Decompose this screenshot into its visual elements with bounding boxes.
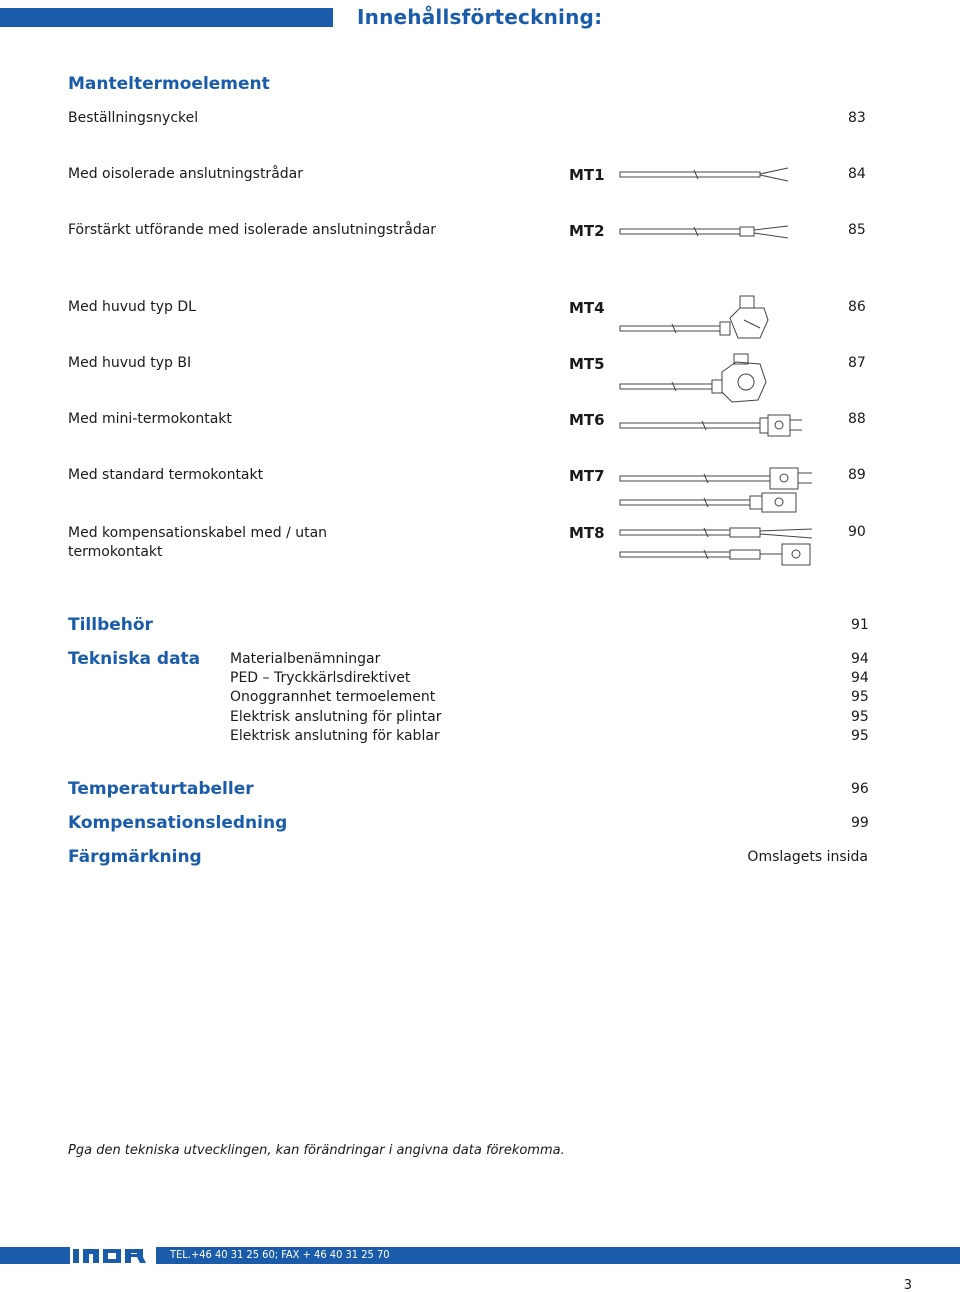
toc-page-ped: 94 <box>851 670 869 686</box>
mt1-drawing-icon <box>620 168 788 181</box>
section-title-tekniska-data: Tekniska data <box>68 649 201 669</box>
mt8-drawing-icon <box>620 528 812 565</box>
toc-page-kompensationsledning: 99 <box>851 815 869 831</box>
mt6-drawing-icon <box>620 415 802 436</box>
toc-page-temperaturtabeller: 96 <box>851 781 869 797</box>
header-accent-bar <box>0 8 333 27</box>
disclaimer-note: Pga den tekniska utvecklingen, kan förändringar i angivna data förekomma. <box>68 1143 565 1158</box>
section-title-manteltermoelement: Manteltermoelement <box>68 74 270 94</box>
thermocouple-illustrations <box>612 160 842 580</box>
mt5-drawing-icon <box>620 354 766 402</box>
toc-page-mt8: 90 <box>848 524 866 540</box>
mt7-drawing-icon <box>620 468 812 512</box>
section-title-tillbehor[interactable]: Tillbehör <box>68 615 153 635</box>
toc-label-materialbenamningar[interactable]: Materialbenämningar <box>230 651 381 667</box>
toc-page-mt6: 88 <box>848 411 866 427</box>
toc-page-bestallningsnyckel: 83 <box>848 110 866 126</box>
toc-code-mt8: MT8 <box>569 524 605 542</box>
toc-page-mt5: 87 <box>848 355 866 371</box>
toc-page-plintar: 95 <box>851 709 869 725</box>
toc-label-mt2[interactable]: Förstärkt utförande med isolerade anslutningstrådar <box>68 222 437 238</box>
section-title-temperaturtabeller[interactable]: Temperaturtabeller <box>68 779 254 799</box>
section-title-kompensationsledning[interactable]: Kompensationsledning <box>68 813 288 833</box>
section-title-fargmarkning[interactable]: Färgmärkning <box>68 847 202 867</box>
toc-code-mt1: MT1 <box>569 166 605 184</box>
toc-label-kablar[interactable]: Elektrisk anslutning för kablar <box>230 728 440 744</box>
toc-label-mt5[interactable]: Med huvud typ BI <box>68 355 192 371</box>
toc-code-mt4: MT4 <box>569 299 605 317</box>
toc-label-ped[interactable]: PED – Tryckkärlsdirektivet <box>230 670 411 686</box>
toc-page-kablar: 95 <box>851 728 869 744</box>
toc-code-mt6: MT6 <box>569 411 605 429</box>
toc-label-mt6[interactable]: Med mini-termokontakt <box>68 411 232 427</box>
page-number: 3 <box>903 1278 912 1293</box>
toc-label-mt1[interactable]: Med oisolerade anslutningstrådar <box>68 166 303 182</box>
inor-logo <box>70 1246 156 1266</box>
page-title: Innehållsförteckning: <box>357 5 603 29</box>
footer-contact: TEL.+46 40 31 25 60; FAX + 46 40 31 25 70 <box>170 1248 390 1261</box>
toc-page-mt4: 86 <box>848 299 866 315</box>
toc-label-plintar[interactable]: Elektrisk anslutning för plintar <box>230 709 442 725</box>
toc-page-mt2: 85 <box>848 222 866 238</box>
toc-code-mt7: MT7 <box>569 467 605 485</box>
toc-code-mt5: MT5 <box>569 355 605 373</box>
toc-page-mt1: 84 <box>848 166 866 182</box>
toc-page-mt7: 89 <box>848 467 866 483</box>
toc-label-bestallningsnyckel[interactable]: Beställningsnyckel <box>68 110 199 126</box>
toc-label-onoggrannhet[interactable]: Onoggrannhet termoelement <box>230 689 436 705</box>
toc-label-mt7[interactable]: Med standard termokontakt <box>68 467 264 483</box>
toc-page-onoggrannhet: 95 <box>851 689 869 705</box>
toc-label-mt4[interactable]: Med huvud typ DL <box>68 299 196 315</box>
toc-code-mt2: MT2 <box>569 222 605 240</box>
toc-page-tillbehor: 91 <box>851 617 869 633</box>
toc-label-mt8[interactable]: Med kompensationskabel med / utan termokontakt <box>68 525 328 560</box>
mt4-drawing-icon <box>620 296 768 338</box>
mt2-drawing-icon <box>620 226 788 238</box>
toc-page-materialbenamningar: 94 <box>851 651 869 667</box>
toc-page-fargmarkning: Omslagets insida <box>747 849 868 865</box>
